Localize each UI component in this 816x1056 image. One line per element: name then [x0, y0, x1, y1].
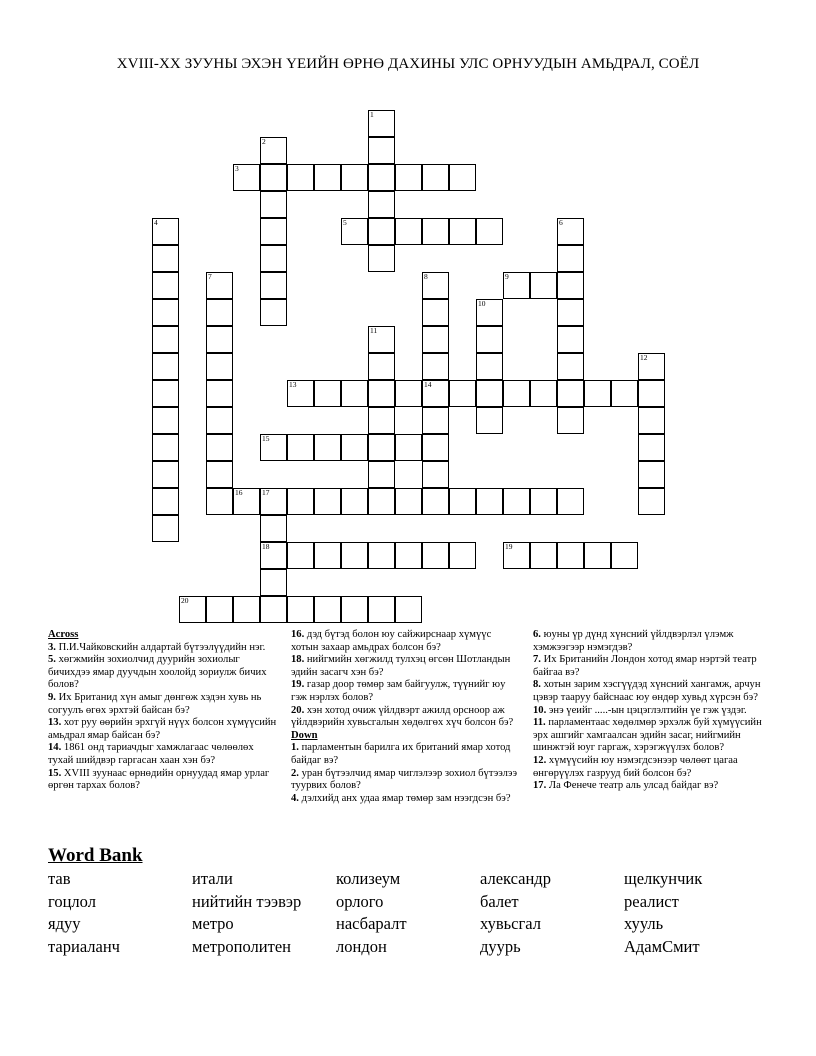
clue-text: нийгмийн хөгжилд тулхэц өгсөн Шотландын эдийн засагч хэн бэ? [291, 654, 511, 678]
grid-cell[interactable] [395, 380, 422, 407]
grid-cell[interactable] [368, 488, 395, 515]
cell-number: 13 [289, 380, 297, 389]
cell-number: 14 [424, 380, 432, 389]
grid-cell[interactable] [152, 245, 179, 272]
grid-cell[interactable] [206, 299, 233, 326]
clue-number: 2 [291, 767, 297, 779]
grid-cell[interactable] [260, 434, 287, 461]
word-bank-title: Word Bank [48, 845, 143, 866]
clue-number: 18 [291, 654, 302, 666]
grid-cell[interactable] [476, 488, 503, 515]
clue-number: 16 [291, 629, 302, 640]
cell-number: 5 [343, 218, 347, 227]
word-bank-item: метрополитен [192, 936, 291, 956]
clue-text: П.И.Чайковскийн алдартай бүтээлүүдийн нэг. [58, 641, 266, 653]
grid-cell[interactable] [422, 380, 449, 407]
clue-number: 19 [291, 679, 302, 691]
grid-cell[interactable] [422, 218, 449, 245]
cell-number: 1 [370, 110, 374, 119]
grid-cell[interactable] [287, 542, 314, 569]
grid-cell[interactable] [395, 488, 422, 515]
cell-number: 15 [262, 434, 270, 443]
grid-cell[interactable] [503, 488, 530, 515]
grid-cell[interactable] [152, 407, 179, 434]
grid-cell[interactable] [557, 407, 584, 434]
grid-cell[interactable] [206, 407, 233, 434]
grid-cell[interactable] [260, 542, 287, 569]
word-bank-item: ядуу [48, 914, 81, 933]
grid-cell[interactable] [233, 164, 260, 191]
clue-text: парламентын барилга их британий ямар хотод байдаг вэ? [291, 742, 511, 766]
clue-number: 13 [48, 717, 59, 729]
clue-text: Ла Фенече театр аль улсад байдаг вэ? [548, 780, 719, 792]
grid-cell[interactable] [530, 380, 557, 407]
word-bank [48, 869, 788, 959]
clue-item: 13. хот руу өөрийн эрхгүй нүүх болсон хүмүүсийн амьдрал ямар байсан бэ? [48, 717, 277, 741]
grid-cell[interactable] [314, 164, 341, 191]
clue-text: парламентаас хөдөлмөр эрхэлж буй хүмүүсийн эрх ашгийг хамгаалсан эдийн засаг, нийгмийн шинжтэй юуг гаргаж, хэрэгжүүлэх болов? [533, 717, 762, 754]
grid-cell[interactable] [314, 596, 341, 623]
word-bank-item: нийтийн тээвэр [192, 891, 302, 911]
cell-number: 12 [640, 353, 648, 362]
grid-cell[interactable] [260, 191, 287, 218]
clues-column-2 [291, 629, 519, 805]
grid-cell[interactable] [584, 542, 611, 569]
grid-cell[interactable] [476, 380, 503, 407]
clue-item: 18. нийгмийн хөгжилд тулхэц өгсөн Шотландын эдийн засагч хэн бэ? [291, 654, 511, 678]
grid-cell[interactable] [341, 488, 368, 515]
clue-number: 9 [48, 691, 54, 703]
clue-item: 15. XVIII зуунаас өрнөдийн орнуудад ямар урлаг өргөн тархах болов? [48, 767, 270, 792]
clue-heading: Across [48, 629, 79, 640]
clue-number: 4 [291, 792, 297, 804]
grid-cell[interactable] [206, 353, 233, 380]
cell-number: 20 [181, 596, 189, 605]
grid-cell[interactable] [530, 488, 557, 515]
grid-cell[interactable] [152, 515, 179, 542]
clue-text: дэлхийд анх удаа ямар төмөр зам нээгдсэн бэ? [301, 792, 511, 804]
word-bank-item: дуурь [480, 936, 521, 956]
grid-cell[interactable] [530, 542, 557, 569]
clue-item: 4. дэлхийд анх удаа ямар төмөр зам нээгдсэн бэ? [291, 792, 511, 804]
grid-cell[interactable] [368, 164, 395, 191]
grid-cell[interactable] [314, 488, 341, 515]
grid-cell[interactable] [557, 488, 584, 515]
word-bank-item: лондон [336, 936, 387, 956]
clue-number: 12 [533, 754, 544, 766]
grid-cell[interactable] [152, 353, 179, 380]
clue-item: 10. энэ үеийг .....-ын цэцэглэлтийн үе гэж үздэг. [533, 704, 747, 716]
clue-number: 1 [291, 742, 297, 754]
grid-cell[interactable] [395, 164, 422, 191]
grid-cell[interactable] [152, 272, 179, 299]
grid-cell[interactable] [260, 137, 287, 164]
word-bank-item: орлого [336, 891, 384, 911]
clue-item: 8. хотын зарим хэсгүүдэд хүнсний хангамж, арчун цэвэр тааруу байснаас юу өндөр хувьд хүрсэн бэ? [533, 679, 761, 703]
grid-cell[interactable] [260, 218, 287, 245]
grid-cell[interactable] [422, 272, 449, 299]
grid-cell[interactable] [422, 326, 449, 353]
grid-cell[interactable] [476, 326, 503, 353]
grid-cell[interactable] [449, 218, 476, 245]
cell-number: 19 [505, 542, 513, 551]
clue-item: 7. Их Британийн Лондон хотод ямар нэртэй театр байгаа вэ? [533, 654, 757, 678]
word-bank-item: тариаланч [48, 936, 120, 956]
grid-cell[interactable] [206, 380, 233, 407]
grid-cell[interactable] [422, 353, 449, 380]
grid-cell[interactable] [206, 596, 233, 623]
clue-number: 6 [533, 629, 539, 640]
grid-cell[interactable] [152, 461, 179, 488]
clue-text: хүмүүсийн юу нэмэгдсэнээр чөлөөт цагаа өнгөрүүлэх газрууд бий болсон бэ? [533, 754, 738, 779]
clue-item: 3. П.И.Чайковскийн алдартай бүтээлүүдийн нэг. [48, 641, 266, 653]
grid-cell[interactable] [638, 380, 665, 407]
grid-cell[interactable] [341, 542, 368, 569]
grid-cell[interactable] [395, 542, 422, 569]
cell-number: 16 [235, 488, 243, 497]
grid-cell[interactable] [233, 596, 260, 623]
word-bank-item: балет [480, 891, 519, 911]
clue-text: дэд бүтэд болон юу сайжирснаар хүмүүс хотын захаар амьдрах болсон бэ? [291, 629, 492, 653]
grid-cell[interactable] [260, 488, 287, 515]
grid-cell[interactable] [368, 353, 395, 380]
grid-cell[interactable] [152, 218, 179, 245]
cell-number: 3 [235, 164, 239, 173]
cell-number: 7 [208, 272, 212, 281]
grid-cell[interactable] [368, 218, 395, 245]
word-bank-item: итали [192, 869, 233, 888]
grid-cell[interactable] [638, 407, 665, 434]
grid-cell[interactable] [206, 272, 233, 299]
grid-cell[interactable] [206, 488, 233, 515]
cell-number: 10 [478, 299, 486, 308]
grid-cell[interactable] [557, 299, 584, 326]
grid-cell[interactable] [584, 380, 611, 407]
clues-column-3 [533, 629, 763, 793]
word-bank-item: гоцлол [48, 891, 96, 911]
grid-cell[interactable] [638, 488, 665, 515]
clue-item: 5. хөгжмийн зохиолчид дуурийн зохиолыг бичихдээ ямар дуучдын хоолойд зориулж бичих болов? [48, 654, 267, 691]
word-bank-item: реалист [624, 891, 679, 911]
word-bank-item: насбаралт [336, 914, 407, 933]
grid-cell[interactable] [368, 434, 395, 461]
grid-cell[interactable] [206, 434, 233, 461]
grid-cell[interactable] [341, 596, 368, 623]
grid-cell[interactable] [287, 596, 314, 623]
cell-number: 4 [154, 218, 158, 227]
word-bank-item: колизеум [336, 869, 401, 888]
clue-text: хотын зарим хэсгүүдэд хүнсний хангамж, арчун цэвэр тааруу байснаас юу өндөр хувьд хүрсэн бэ? [533, 679, 761, 703]
grid-cell[interactable] [503, 272, 530, 299]
clue-heading: Down [291, 729, 318, 741]
grid-cell[interactable] [179, 596, 206, 623]
clue-number: 17 [533, 780, 544, 792]
grid-cell[interactable] [557, 218, 584, 245]
grid-cell[interactable] [557, 542, 584, 569]
clue-item: 20. хэн хотод очиж үйлдвэрт ажилд орсноор аж үйлдвэрийн хувьсгалын хөдөлгөх хүч болсон бэ? [291, 704, 514, 729]
grid-cell[interactable] [287, 164, 314, 191]
clue-text: хот руу өөрийн эрхгүй нүүх болсон хүмүүсийн амьдрал ямар байсан бэ? [48, 717, 277, 741]
clue-item: 12. хүмүүсийн юу нэмэгдсэнээр чөлөөт цагаа өнгөрүүлэх газрууд бий болсон бэ? [533, 754, 738, 779]
grid-cell[interactable] [530, 272, 557, 299]
grid-cell[interactable] [449, 380, 476, 407]
grid-cell[interactable] [341, 164, 368, 191]
grid-cell[interactable] [314, 380, 341, 407]
clue-text: юуны үр дүнд хүнсний үйлдвэрлэл үлэмж хэмжээгээр нэмэгдэв? [533, 629, 734, 653]
grid-cell[interactable] [611, 542, 638, 569]
clue-text: Их Британийн Лондон хотод ямар нэртэй театр байгаа вэ? [533, 654, 757, 678]
grid-cell[interactable] [206, 326, 233, 353]
grid-cell[interactable] [638, 461, 665, 488]
grid-cell[interactable] [449, 488, 476, 515]
grid-cell[interactable] [341, 218, 368, 245]
clue-item: 11. парламентаас хөдөлмөр эрхэлж буй хүмүүсийн эрх ашгийг хамгаалсан эдийн засаг, нийгмийн шинжтэй юуг гаргаж, хэрэгжүүлэх болов? [533, 717, 762, 754]
grid-cell[interactable] [476, 299, 503, 326]
grid-cell[interactable] [422, 164, 449, 191]
grid-cell[interactable] [260, 569, 287, 596]
grid-cell[interactable] [287, 434, 314, 461]
grid-cell[interactable] [368, 326, 395, 353]
grid-cell[interactable] [260, 245, 287, 272]
grid-cell[interactable] [422, 488, 449, 515]
clue-text: энэ үеийг .....-ын цэцэглэлтийн үе гэж үздэг. [548, 704, 747, 716]
grid-cell[interactable] [422, 542, 449, 569]
grid-cell[interactable] [395, 596, 422, 623]
grid-cell[interactable] [557, 272, 584, 299]
grid-cell[interactable] [557, 380, 584, 407]
word-bank-item: александр [480, 869, 551, 888]
grid-cell[interactable] [368, 245, 395, 272]
grid-cell[interactable] [395, 218, 422, 245]
grid-cell[interactable] [503, 542, 530, 569]
grid-cell[interactable] [368, 380, 395, 407]
grid-cell[interactable] [422, 434, 449, 461]
grid-cell[interactable] [368, 407, 395, 434]
grid-cell[interactable] [152, 299, 179, 326]
clue-item: 14. 1861 онд тариачдыг хамжлагаас чөлөөлөх тухай шийдвэр гаргасан хаан хэн бэ? [48, 742, 254, 766]
grid-cell[interactable] [152, 488, 179, 515]
grid-cell[interactable] [422, 299, 449, 326]
clue-text: хөгжмийн зохиолчид дуурийн зохиолыг бичихдээ ямар дуучдын хоолойд зориулж бичих болов? [48, 654, 267, 691]
grid-cell[interactable] [395, 434, 422, 461]
grid-cell[interactable] [314, 434, 341, 461]
clue-text: XVIII зуунаас өрнөдийн орнуудад ямар урлаг өргөн тархах болов? [48, 767, 270, 792]
word-bank-item: хувьсгал [480, 914, 541, 933]
clue-text: Их Британид хүн амыг дөнгөж хэдэн хувь нь согуулъ өгөх эрхтэй байсан бэ? [48, 691, 262, 716]
grid-cell[interactable] [260, 164, 287, 191]
clue-item: 9. Их Британид хүн амыг дөнгөж хэдэн хувь нь согуулъ өгөх эрхтэй байсан бэ? [48, 691, 262, 716]
grid-cell[interactable] [368, 542, 395, 569]
grid-cell[interactable] [422, 407, 449, 434]
grid-cell[interactable] [449, 542, 476, 569]
grid-cell[interactable] [287, 488, 314, 515]
word-bank-item: щелкунчик [624, 869, 703, 888]
word-bank-item: тав [48, 869, 71, 888]
grid-cell[interactable] [638, 353, 665, 380]
clue-item: 6. юуны үр дүнд хүнсний үйлдвэрлэл үлэмж хэмжээгээр нэмэгдэв? [533, 629, 734, 653]
grid-cell[interactable] [152, 326, 179, 353]
clue-item: 17. Ла Фенече театр аль улсад байдаг вэ? [533, 780, 719, 792]
clues-column-1 [48, 629, 278, 793]
clue-text: газар доор төмөр зам байгуулж, түүнийг юу гэж нэрлэх болов? [291, 679, 506, 703]
cell-number: 8 [424, 272, 428, 281]
grid-cell[interactable] [314, 542, 341, 569]
grid-cell[interactable] [557, 245, 584, 272]
grid-cell[interactable] [422, 461, 449, 488]
grid-cell[interactable] [260, 596, 287, 623]
grid-cell[interactable] [287, 380, 314, 407]
grid-cell[interactable] [476, 218, 503, 245]
grid-cell[interactable] [368, 110, 395, 137]
clue-number: 14 [48, 742, 59, 754]
grid-cell[interactable] [206, 461, 233, 488]
grid-cell[interactable] [611, 380, 638, 407]
clue-item: 2. уран бүтээлчид ямар чиглэлээр зохиол бүтээлээ туурвих болов? [291, 767, 518, 792]
grid-cell[interactable] [368, 461, 395, 488]
word-bank-item: хууль [624, 914, 664, 933]
word-bank-item: АдамСмит [624, 936, 700, 956]
clue-item: 19. газар доор төмөр зам байгуулж, түүнийг юу гэж нэрлэх болов? [291, 679, 506, 703]
grid-cell[interactable] [233, 488, 260, 515]
grid-cell[interactable] [260, 515, 287, 542]
clue-number: 11 [533, 717, 544, 729]
clue-number: 20 [291, 704, 302, 716]
grid-cell[interactable] [152, 434, 179, 461]
cell-number: 2 [262, 137, 266, 146]
grid-cell[interactable] [341, 380, 368, 407]
cell-number: 6 [559, 218, 563, 227]
grid-cell[interactable] [260, 299, 287, 326]
word-bank-item: метро [192, 914, 234, 933]
cell-number: 9 [505, 272, 509, 281]
cell-number: 18 [262, 542, 270, 551]
cell-number: 17 [262, 488, 270, 497]
grid-cell[interactable] [449, 164, 476, 191]
clue-text: хэн хотод очиж үйлдвэрт ажилд орсноор аж үйлдвэрийн хувьсгалын хөдөлгөх хүч болсон бэ? [291, 704, 514, 729]
grid-cell[interactable] [368, 137, 395, 164]
clue-text: 1861 онд тариачдыг хамжлагаас чөлөөлөх тухай шийдвэр гаргасан хаан хэн бэ? [48, 742, 254, 766]
grid-cell[interactable] [557, 326, 584, 353]
cell-number: 11 [370, 326, 378, 335]
grid-cell[interactable] [260, 272, 287, 299]
clue-number: 5 [48, 654, 54, 666]
clue-number: 8 [533, 679, 539, 691]
grid-cell[interactable] [557, 353, 584, 380]
page-title: XVIII-XX ЗУУНЫ ЭХЭН ҮЕИЙН ӨРНӨ ДАХИНЫ УЛС ОРНУУДЫН АМЬДРАЛ, СОЁЛ [116, 56, 700, 72]
clue-number: 3 [48, 641, 54, 653]
grid-cell[interactable] [341, 434, 368, 461]
clue-text: уран бүтээлчид ямар чиглэлээр зохиол бүтээлээ туурвих болов? [291, 767, 518, 792]
grid-cell[interactable] [152, 380, 179, 407]
grid-cell[interactable] [368, 596, 395, 623]
clue-item: 1. парламентын барилга их британий ямар хотод байдаг вэ? [291, 742, 511, 766]
grid-cell[interactable] [638, 434, 665, 461]
clue-item: 16. дэд бүтэд болон юу сайжирснаар хүмүүс хотын захаар амьдрах болсон бэ? [291, 629, 492, 653]
grid-cell[interactable] [476, 353, 503, 380]
grid-cell[interactable] [368, 191, 395, 218]
grid-cell[interactable] [476, 407, 503, 434]
clue-number: 10 [533, 704, 544, 716]
clue-number: 15 [48, 767, 59, 779]
grid-cell[interactable] [503, 380, 530, 407]
clue-number: 7 [533, 654, 539, 666]
